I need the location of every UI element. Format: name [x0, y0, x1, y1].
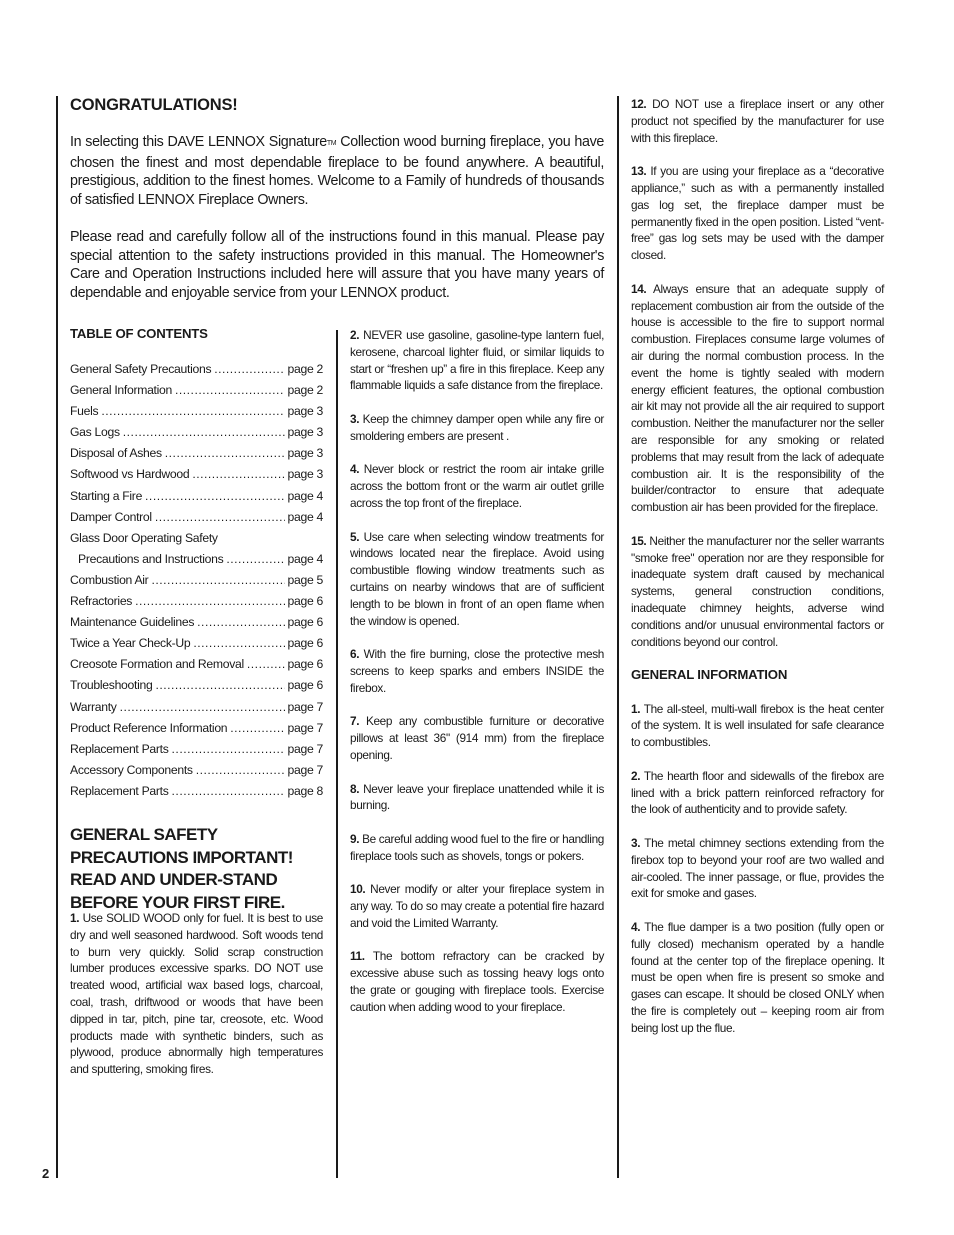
toc-entry[interactable]: Glass Door Operating Safety	[70, 530, 218, 545]
toc-entry[interactable]: Softwood vs Hardwood ..... page 3	[70, 467, 323, 488]
intro-paragraph-2: Please read and carefully follow all of the instructions found in this manual. Please pay special attention to the safety instructions provided in this manual. The Homeowner's Care and Operation Instructions included here will assure that you have many years of dependable and enjoyable service from your LENNOX product.	[70, 228, 604, 301]
toc-entry[interactable]: Fuels ..... page 3	[70, 404, 323, 425]
safety-item: 14. Always ensure that an adequate supply of replacement combustion air from the outside of the house is accessible to the fire to support normal combustion. Fireplaces consume large volumes of air during the normal combustion process. In the event the home is tightly sealed with modern energy efficient features, the optional combustion air kit may not provide all the air required to support combustion. Neither the manufacturer nor the seller are responsible for any smoking or related problems that may result from the lack of adequate combustion air. It is the responsibility of the builder/contractor to ensure that adequate combustion air has been provided for the fireplace.	[631, 281, 884, 515]
safety-column-1	[70, 910, 323, 1095]
toc-entry[interactable]: Replacement Parts ..... page 8	[70, 784, 323, 805]
toc-entry[interactable]: Combustion Air ..... page 5	[70, 573, 323, 594]
safety-item: 7. Keep any combustible furniture or decorative pillows at least 36" (914 mm) from the fireplace opening.	[350, 714, 604, 762]
intro-section	[70, 96, 604, 302]
toc-entry[interactable]: Gas Logs ..... page 3	[70, 425, 323, 446]
toc-entry[interactable]: General Safety Precautions ..... page 2	[70, 362, 323, 383]
safety-column-2	[350, 327, 604, 1032]
toc-entry[interactable]: Refractories ..... page 6	[70, 594, 323, 615]
toc-title: TABLE OF CONTENTS	[70, 326, 208, 341]
safety-precautions-title: GENERAL SAFETY PRECAUTIONS IMPORTANT! READ AND UNDER-STAND BEFORE YOUR FIRST FIRE.	[70, 825, 293, 912]
general-info-item: 1. The all-steel, multi-wall firebox is the heat center of the system. It is well insulated for safe clearance to combustibles.	[631, 701, 884, 750]
page-number: 2	[42, 1166, 50, 1181]
safety-item: 9. Be careful adding wood fuel to the fire or handling fireplace tools such as shovels, tongs or pokers.	[350, 831, 604, 863]
intro-paragraph-1: In selecting this DAVE LENNOX SignatureTM Collection wood burning fireplace, you have chosen the finest and most dependable fireplace to be found anywhere. A beautiful, prestigious, addition to the finest homes. Welcome to a Family of hundreds of thousands of satisfied LENNOX Fireplace Owners.	[70, 134, 604, 208]
safety-item: 5. Use care when selecting window treatments for windows located near the fireplace. Avoid using combustible flowing window treatments such as curtains on nearby windows that are of sufficient length to be blown in front of an open flame when the window is opened.	[350, 529, 604, 628]
general-info-item: 3. The metal chimney sections extending from the firebox top to beyond your roof are two walled and air-cooled. The inner passage, or flue, provides the exit for smoke and gases.	[631, 836, 884, 901]
general-info-item: 4. The flue damper is a two position (fully open or fully closed) mechanism operated by a handle found at the center top of the fireplace opening. It must be open when fire is present so smoke and gases can escape. It should be closed ONLY when the fire is completely out – keeping room air from being lost up the flue.	[631, 920, 884, 1035]
safety-item: 3. Keep the chimney damper open while any fire or smoldering embers are present .	[350, 411, 604, 443]
safety-item: 11. The bottom refractory can be cracked by excessive abuse such as tossing heavy logs onto the grate or gouging with fireplace tools. Exercise caution when adding wood to your fireplace.	[350, 949, 604, 1014]
safety-item: 12. DO NOT use a fireplace insert or any other product not specified by the manufacturer for use with this fireplace.	[631, 97, 884, 145]
toc-entry[interactable]: Warranty ..... page 7	[70, 700, 323, 721]
safety-item: 6. With the fire burning, close the protective mesh screens to keep sparks and embers INSIDE the firebox.	[350, 647, 604, 695]
toc-entry[interactable]: Disposal of Ashes ..... page 3	[70, 446, 323, 467]
left-margin-rule	[56, 96, 58, 1178]
toc-entry[interactable]: Accessory Components ..... page 7	[70, 763, 323, 784]
toc-entry[interactable]: General Information ..... page 2	[70, 383, 323, 404]
column-divider-2	[617, 96, 619, 1178]
safety-item: 13. If you are using your fireplace as a “decorative appliance,” such as with a permanently installed gas log set, the fireplace damper must be permanently fixed in the open position. Listed “vent-free” gas log sets may be used with the damper closed.	[631, 164, 884, 263]
toc-entry[interactable]: Creosote Formation and Removal ..... page 6	[70, 657, 323, 678]
safety-item: 15. Neither the manufacturer nor the seller warrants "smoke free" operation nor are they responsible for inadequate system draft caused by mechanical systems, general construction conditions, inadequate chimney heights, adverse wind conditions and/or unusual environmental factors or conditions beyond our control.	[631, 533, 884, 649]
toc-entry[interactable]: Replacement Parts ..... page 7	[70, 742, 323, 763]
safety-item: 4. Never block or restrict the room air intake grille across the bottom front or the warm air outlet grille across the top front of the fireplace.	[350, 462, 604, 510]
safety-item: 1. Use SOLID WOOD only for fuel. It is best to use dry and well seasoned hardwood. Soft woods tend to burn very quickly. Solid scrap construction lumber produces excessive sparks. DO NOT use treated wood, artificial wax based logs, charcoal, coal, trash, driftwood or woods that have been dipped in tar, pitch, pine tar, creosote, etc. Wood products made with synthetic binders, such as plywood, produce abnormally high temperatures and sputtering, smoking fires.	[70, 911, 323, 1077]
intro-title: CONGRATULATIONS!	[70, 96, 238, 114]
safety-item: 2. NEVER use gasoline, gasoline-type lantern fuel, kerosene, charcoal lighter fluid, or similar liquids to start or “freshen up” a fire in this fireplace. Keep any flammable liquids a safe distance from the fireplace.	[350, 328, 604, 393]
toc-entry[interactable]: Twice a Year Check-Up ..... page 6	[70, 636, 323, 657]
toc-title-block	[70, 326, 323, 343]
column-divider-1	[336, 330, 338, 1178]
toc-entry[interactable]: Product Reference Information ..... page 7	[70, 721, 323, 742]
toc-entry[interactable]: Damper Control ..... page 4	[70, 510, 323, 531]
toc-entry[interactable]: Starting a Fire ..... page 4	[70, 489, 323, 510]
safety-item: 10. Never modify or alter your fireplace system in any way. To do so may create a potential fire hazard and void the Limited Warranty.	[350, 882, 604, 930]
general-info-item: 2. The hearth floor and sidewalls of the firebox are lined with a brick pattern reinforced refractory for the look of authenticity and to provide safety.	[631, 768, 884, 817]
general-information-title: GENERAL INFORMATION	[631, 667, 788, 683]
table-of-contents	[70, 362, 323, 805]
safety-column-3	[631, 96, 884, 1053]
toc-entry[interactable]: Troubleshooting ..... page 6	[70, 678, 323, 699]
trademark-symbol: TM	[326, 140, 337, 147]
toc-entry[interactable]: Precautions and Instructions ..... page 4	[70, 552, 323, 573]
toc-entry[interactable]: Maintenance Guidelines ..... page 6	[70, 615, 323, 636]
safety-item: 8. Never leave your fireplace unattended while it is burning.	[350, 781, 604, 813]
